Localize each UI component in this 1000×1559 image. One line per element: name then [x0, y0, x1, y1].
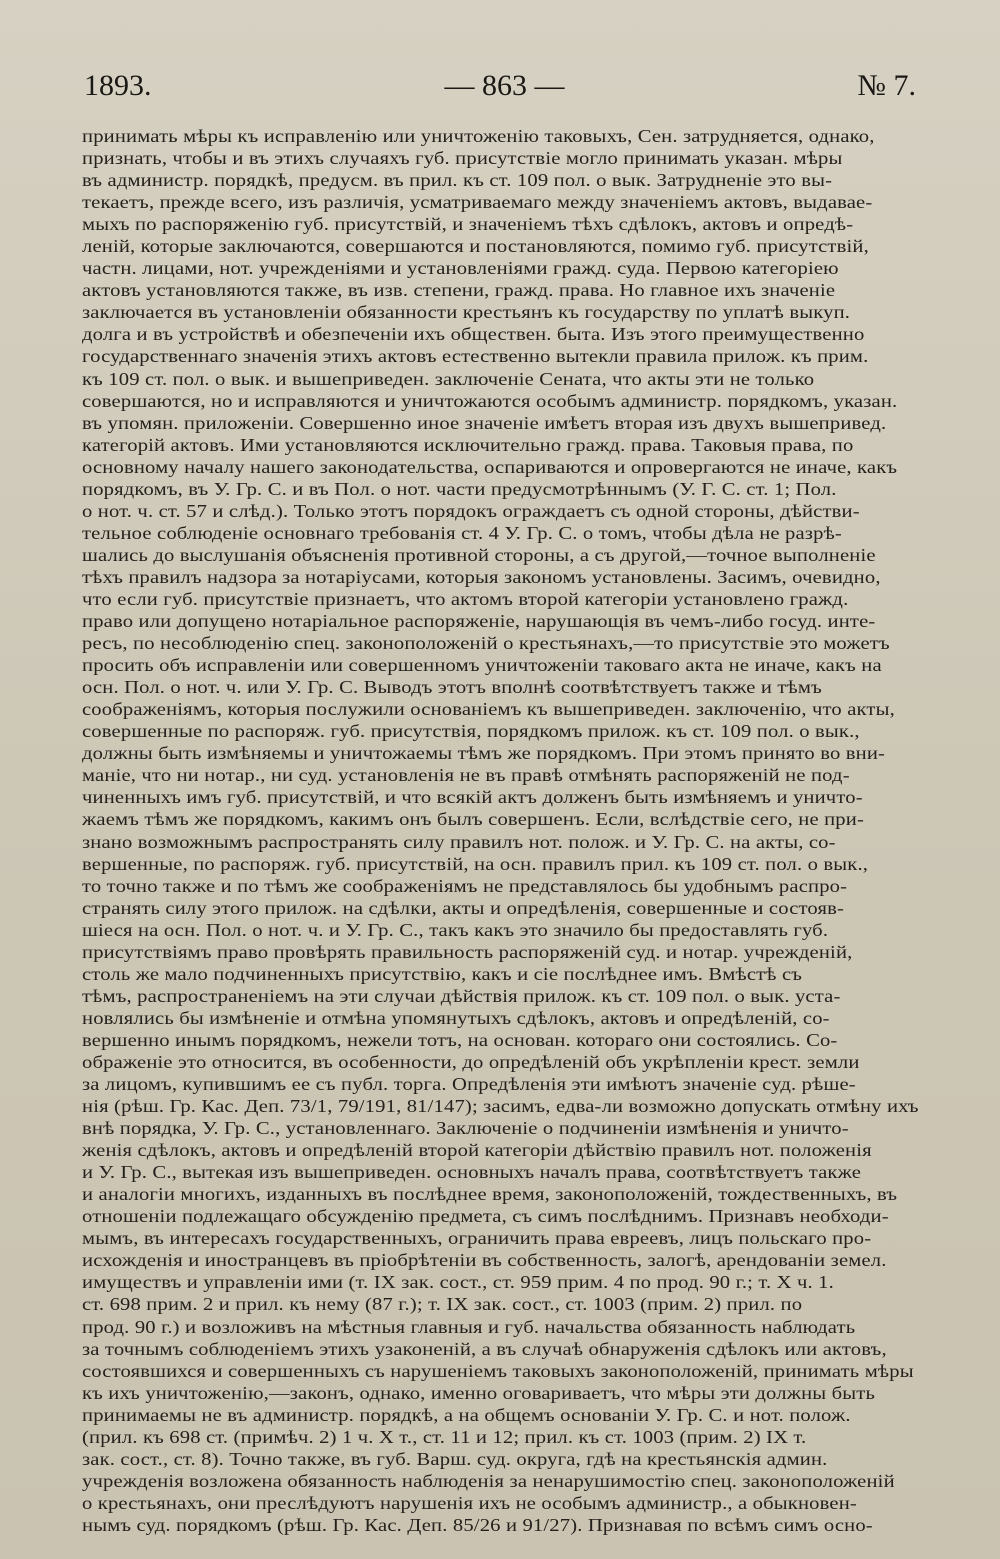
text-line: новлялись бы измѣненіе и отмѣна упомянутыхъ сдѣлокъ, актовъ и опредѣленій, со-: [82, 1007, 830, 1028]
text-line: осн. Пол. о нот. ч. или У. Гр. С. Выводъ этотъ вполнѣ соотвѣтствуетъ также и тѣмъ: [82, 677, 822, 698]
text-line: вершенно инымъ порядкомъ, нежели тотъ, на основан. котораго они состоялись. Со-: [82, 1029, 838, 1050]
text-line: присутствіямъ право провѣрять правильность распоряженій суд. и нотар. учрежденій,: [82, 941, 853, 962]
text-line: къ 109 ст. пол. о вык. и вышеприведен. заключеніе Сената, что акты эти не только: [82, 368, 815, 389]
text-line: вершенные, по распоряж. губ. присутствій, на осн. правилъ прил. къ 109 ст. пол. о вык.,: [82, 853, 869, 874]
text-line: что если губ. присутствіе признаетъ, что актомъ второй категоріи установлено гражд.: [82, 588, 849, 609]
text-line: признать, чтобы и въ этихъ случаяхъ губ. присутствіе могло принимать указан. мѣры: [82, 148, 843, 169]
text-line: просить объ исправленіи или совершенномъ уничтоженіи таковаго акта не иначе, какъ на: [82, 655, 882, 676]
text-line: за лицомъ, купившимъ ее съ публ. торга. Опредѣленія эти имѣютъ значеніе суд. рѣше-: [82, 1074, 856, 1095]
text-line: право или допущено нотаріальное распоряженіе, нарушающія въ чемъ-либо госуд. инте-: [82, 611, 876, 632]
text-line: заключается въ установленіи обязанности крестьянъ къ государству по уплатѣ выкуп.: [82, 302, 851, 323]
text-line: мыхъ по распоряженію губ. присутствій, и значеніемъ тѣхъ сдѣлокъ, актовъ и опредѣ-: [82, 214, 854, 235]
page-header: [84, 64, 916, 108]
text-line: порядкомъ, въ У. Гр. С. и въ Пол. о нот. части предусмотрѣннымъ (У. Г. С. ст. 1; Пол.: [82, 478, 837, 499]
text-line: странять силу этого прилож. на сдѣлки, акты и опредѣленія, совершенные и состояв-: [82, 897, 845, 918]
text-line: о крестьянахъ, они преслѣдуютъ нарушенія ихъ не особымъ администр., а обыкновен-: [82, 1492, 857, 1513]
text-line: шались до выслушанія объясненія противной стороны, а съ другой,—точное выполненіе: [82, 544, 876, 565]
text-line: тельное соблюденіе основнаго требованія ст. 4 У. Гр. С. о томъ, чтобы дѣла не разрѣ-: [82, 522, 842, 543]
text-line: женія сдѣлокъ, актовъ и опредѣленій второй категоріи дѣйствію правилъ нот. положенія: [82, 1140, 872, 1161]
text-line: тѣхъ правилъ надзора за нотаріусами, которыя закономъ установлены. Засимъ, очевидно,: [82, 566, 881, 587]
text-line: ресъ, по несоблюденію спец. законоположеній о крестьянахъ,—то присутствіе это можетъ: [82, 633, 890, 654]
text-line: соображеніямъ, которыя послужили основаніемъ къ вышеприведен. заключенію, что акты,: [82, 699, 895, 720]
text-line: за точнымъ соблюденіемъ этихъ узаконеній, а въ случаѣ обнаруженія сдѣлокъ или актовъ,: [82, 1338, 887, 1359]
text-line: жаемъ тѣмъ же порядкомъ, какимъ онъ былъ совершенъ. Если, вслѣдствіе сего, не при-: [82, 809, 864, 830]
text-line: ображеніе это относится, въ особенности, до опредѣленій объ укрѣпленіи крест. земли: [82, 1051, 860, 1072]
text-line: ст. 698 прим. 2 и прил. къ нему (87 г.); т. IX зак. сост., ст. 1003 (прим. 2) прил. по: [82, 1294, 803, 1315]
text-line: къ ихъ уничтоженію,—законъ, однако, именно оговариваетъ, что мѣры эти должны быть: [82, 1382, 876, 1403]
text-line: и У. Гр. С., вытекая изъ вышеприведен. основныхъ началъ права, соотвѣтствуетъ также: [82, 1162, 862, 1183]
body-text: [82, 125, 922, 1536]
issue-number: № 7.: [857, 69, 916, 102]
text-line: маніе, что ни нотар., ни суд. установленія не въ правѣ отмѣнять распоряженій не под-: [82, 765, 850, 786]
text-line: долга и въ устройствѣ и обезпеченіи ихъ обществен. быта. Изъ этого преимущественно: [82, 324, 865, 345]
text-line: то точно также и по тѣмъ же соображеніямъ не представлялось бы удобнымъ распро-: [82, 875, 848, 896]
text-line: имуществъ и управленіи ими (т. IX зак. сост., ст. 959 прим. 4 по прод. 90 г.; т. X ч. 1.: [82, 1272, 834, 1293]
text-line: внѣ порядка, У. Гр. С., установленнаго. Заключеніе о подчиненіи измѣненія и уничто-: [82, 1118, 849, 1139]
text-line: тѣмъ, распространеніемъ на эти случаи дѣйствія прилож. къ ст. 109 пол. о вык. уста-: [82, 985, 841, 1006]
text-line: государственнаго значенія этихъ актовъ естественно вытекли правила прилож. къ прим.: [82, 346, 869, 367]
text-line: совершенные по распоряж. губ. присутствія, порядкомъ прилож. къ ст. 109 пол. о вык.,: [82, 721, 860, 742]
text-line: прод. 90 г.) и возложивъ на мѣстныя главныя и губ. начальства обязанность наблюдать: [82, 1316, 856, 1337]
text-line: принимаемы не въ администр. порядкѣ, а на общемъ основаніи У. Гр. С. и нот. полож.: [82, 1404, 851, 1425]
text-line: леній, которые заключаются, совершаются и постановляются, помимо губ. присутствій,: [82, 236, 869, 257]
text-line: состоявшихся и совершенныхъ съ нарушеніемъ таковыхъ законоположеній, принимать мѣры: [82, 1360, 914, 1381]
text-line: текаетъ, прежде всего, изъ различія, усматриваемаго между значеніемъ актовъ, выдавае-: [82, 192, 873, 213]
text-line: категорій актовъ. Ими установляются исключительно гражд. права. Таковыя права, по: [82, 434, 854, 455]
text-line: отношеніи подлежащаго обсужденію предмета, съ симъ послѣднимъ. Признавъ необходи-: [82, 1206, 889, 1227]
text-line: актовъ установляются также, въ изв. степени, гражд. права. Но главное ихъ значеніе: [82, 280, 836, 301]
text-line: нымъ суд. порядкомъ (рѣш. Гр. Кас. Деп. 85/26 и 91/27). Признавая по всѣмъ симъ осно-: [82, 1514, 873, 1535]
text-line: чиненныхъ имъ губ. присутствій, и что всякій актъ долженъ быть измѣняемъ и уничто-: [82, 787, 863, 808]
text-line: принимать мѣры къ исправленію или уничтоженію таковыхъ, Сен. затрудняется, однако,: [82, 126, 875, 146]
text-line: учрежденія возложена обязанность наблюденія за ненарушимостію спец. законоположеній: [82, 1470, 895, 1491]
text-line: и аналогіи многихъ, изданныхъ въ послѣднее время, законоположеній, тождественныхъ, въ: [82, 1184, 898, 1205]
year-label: 1893.: [84, 69, 152, 102]
text-line: совершаются, но и исправляются и уничтожаются особымъ администр. порядкомъ, указан.: [82, 390, 898, 411]
text-line: шіеся на осн. Пол. о нот. ч. и У. Гр. С., такъ какъ это значило бы предоставлять губ.: [82, 919, 829, 940]
text-line: основному началу нашего законодательства, оспариваются и опровергаются не иначе, какъ: [82, 456, 898, 477]
text-line: нія (рѣш. Гр. Кас. Деп. 73/1, 79/191, 81/147); засимъ, едва-ли возможно допускать отмѣну ихъ: [82, 1096, 919, 1117]
text-line: зак. сост., ст. 8). Точно также, въ губ. Варш. суд. округа, гдѣ на крестьянскія админ.: [82, 1448, 828, 1469]
text-line: знано возможнымъ распространять силу правилъ нот. полож. и У. Гр. С. на акты, со-: [82, 831, 836, 852]
text-line: (прил. къ 698 ст. (примѣч. 2) 1 ч. X т., ст. 11 и 12; прил. къ ст. 1003 (прим. 2) IX т.: [82, 1426, 807, 1447]
page-number: — 863 —: [444, 69, 565, 102]
text-line: мымъ, въ интересахъ государственныхъ, ограничить права евреевъ, лицъ польскаго про-: [82, 1228, 872, 1249]
text-line: столь же мало подчиненныхъ присутствію, какъ и сіе послѣднее имъ. Вмѣстѣ съ: [82, 963, 803, 984]
text-line: должны быть измѣняемы и уничтожаемы тѣмъ же порядкомъ. При этомъ принято во вни-: [82, 743, 886, 764]
text-line: исхожденія и иностранцевъ въ пріобрѣтеніи въ собственность, залогѣ, арендованіи земел.: [82, 1250, 887, 1271]
text-line: о нот. ч. ст. 57 и слѣд.). Только этотъ порядокъ ограждаетъ съ одной стороны, дѣйстви-: [82, 500, 860, 521]
text-line: частн. лицами, нот. учрежденіями и установленіями гражд. суда. Первою категоріею: [82, 258, 839, 279]
text-line: въ администр. порядкѣ, предусм. въ прил. къ ст. 109 пол. о вык. Затрудненіе это вы-: [82, 170, 833, 191]
text-line: въ упомян. приложеніи. Совершенно иное значеніе имѣетъ вторая изъ двухъ вышепривед.: [82, 412, 887, 433]
